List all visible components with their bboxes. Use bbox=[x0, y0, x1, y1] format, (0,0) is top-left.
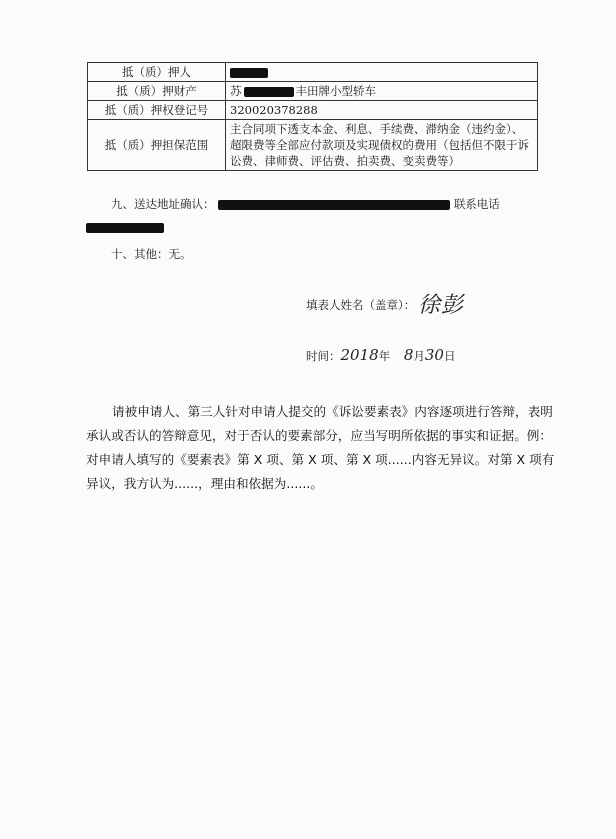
row-label-property: 抵（质）押财产 bbox=[88, 82, 226, 101]
table-row bbox=[88, 101, 538, 120]
row-label-registration: 抵（质）押权登记号 bbox=[88, 101, 226, 120]
time-label: 时间： bbox=[306, 349, 341, 363]
redacted-name bbox=[230, 68, 268, 78]
phone-line bbox=[86, 220, 164, 234]
redacted-phone bbox=[86, 223, 164, 233]
instruction-paragraph: 请被申请人、第三人针对申请人提交的《诉讼要素表》内容逐项进行答辩，表明承认或否认的答辩意见，对于否认的要素部分，应当写明所依据的事实和证据。例：对申请人填写的《要素表》第 X 项、第 X 项、第 X 项......内容无异议。对第 X 项有异议，我方认为......，理由和依据为......。 bbox=[86, 404, 555, 491]
table-row bbox=[88, 63, 538, 82]
filler-name-label: 填表人姓名（盖章）： bbox=[306, 298, 416, 312]
row-label-pledgor: 抵（质）押人 bbox=[88, 63, 226, 82]
date-line: 时间：2018年 8月30日 bbox=[306, 346, 456, 364]
row-value-property: 苏 丰田牌小型轿车 bbox=[226, 82, 538, 101]
date-month: 8 bbox=[403, 346, 414, 364]
row-label-scope: 抵（质）押担保范围 bbox=[88, 120, 226, 171]
table-row bbox=[88, 120, 538, 171]
phone-label: 联系电话 bbox=[453, 197, 500, 211]
section-9-line bbox=[111, 196, 500, 212]
table-row bbox=[88, 82, 538, 101]
row-value-scope: 主合同项下透支本金、利息、手续费、滞纳金（违约金）、超限费等全部应付款项及实现债权的费用（包括但不限于诉讼费、律师费、评估费、拍卖费、变卖费等） bbox=[226, 120, 538, 171]
section-9-label: 九、送达地址确认： bbox=[111, 197, 215, 211]
redacted-address bbox=[218, 200, 450, 210]
section-10: 十、其他：无。 bbox=[111, 247, 192, 261]
row-value-registration: 320020378288 bbox=[226, 101, 538, 120]
handwritten-signature: 徐彭 bbox=[418, 293, 465, 318]
redacted-plate bbox=[244, 87, 294, 97]
collateral-table bbox=[87, 62, 538, 171]
date-year: 2018 bbox=[340, 346, 379, 364]
row-value-pledgor bbox=[226, 63, 538, 82]
date-day: 30 bbox=[424, 346, 444, 364]
